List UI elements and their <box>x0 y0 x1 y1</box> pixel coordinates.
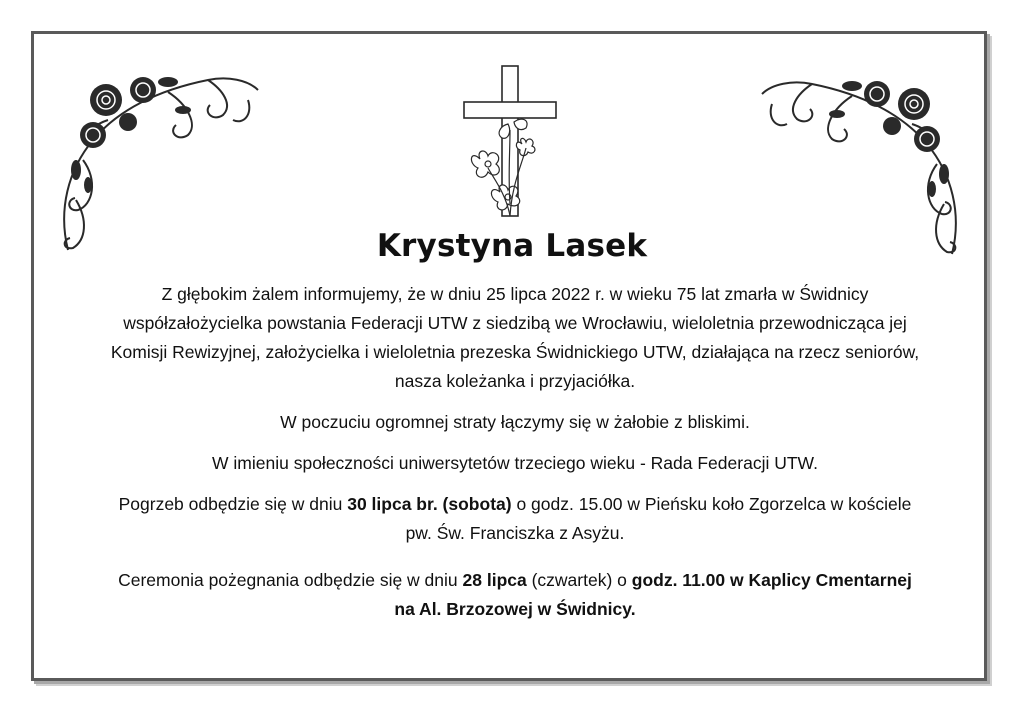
ceremony-weekday: (czwartek) o <box>526 570 632 590</box>
funeral-date: 30 lipca br. (sobota) <box>347 494 512 514</box>
funeral-text: Pogrzeb odbędzie się w dniu <box>118 494 348 514</box>
ceremony-place: godz. 11.00 w Kaplicy Cmentarnej na Al. Brzozowej w Świdnicy. <box>394 570 912 619</box>
signature-paragraph: W imieniu społeczności uniwersytetów trzeciego wieku - Rada Federacji UTW. <box>212 453 818 473</box>
ceremony-date: 28 lipca <box>462 570 527 590</box>
announcement-paragraph: Z głębokim żalem informujemy, że w dniu 25 lipca 2022 r. w wieku 75 lat zmarła w Świdnicy współzałożycielka powstania Federacji UTW z siedzibą we Wrocławiu, wieloletnia przewodnicząca jej Komisji Rewizyjnej, założycielka i wieloletnia prezeska Świdnickiego UTW, działająca na rzecz seniorów, nasza koleżanka i przyjaciółka. <box>110 284 920 391</box>
funeral-paragraph <box>110 490 920 548</box>
funeral-details: o godz. 15.00 w Pieńsku koło Zgorzelca w kościele pw. Św. Franciszka z Asyżu. <box>405 494 912 543</box>
ceremony-text: Ceremonia pożegnania odbędzie się w dniu <box>118 570 463 590</box>
condolence-paragraph: W poczuciu ogromnej straty łączymy się w żałobie z bliskimi. <box>280 412 750 432</box>
cross-with-lilies-icon <box>460 64 560 220</box>
deceased-name: Krystyna Lasek <box>376 228 648 264</box>
ceremony-paragraph <box>110 566 920 624</box>
